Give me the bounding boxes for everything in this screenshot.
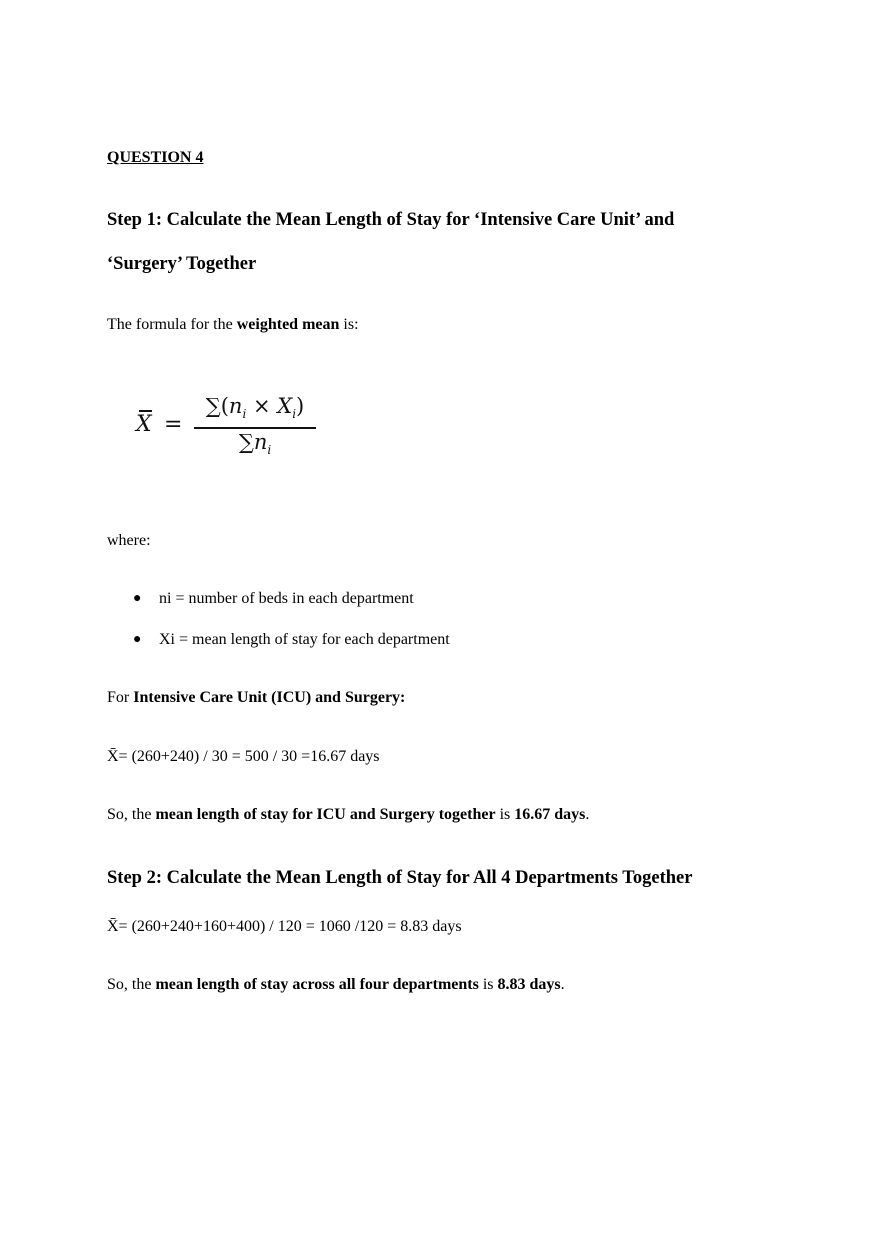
step1-calculation: X̄= (260+240) / 30 = 500 / 30 =16.67 days [107,748,380,765]
bullet-icon: ● [133,632,142,647]
intro-bold: weighted mean [236,316,340,333]
formula-lhs: X [136,412,152,437]
formula-equals: = [164,412,183,437]
bullet-icon: ● [133,591,142,606]
formula-denominator: $\sum n_i$ [238,430,272,458]
step1-heading-line2: ‘Surgery’ Together [107,254,257,274]
step2-heading: Step 2: Calculate the Mean Length of Stay for All 4 Departments Together [107,868,693,888]
question-title: QUESTION 4 [107,149,204,166]
step2-calculation: X̄= (260+240+160+400) / 120 = 1060 /120 = 8.83 days [107,918,462,935]
formula-intro [107,315,359,335]
intro-text: The formula for the [107,316,237,333]
step1-conclusion: So, the mean length of stay for ICU and Surgery together is 16.67 days. [107,806,590,823]
fraction-bar [194,427,316,429]
icu-surgery-label: For Intensive Care Unit (ICU) and Surgery: [107,689,406,706]
bullet-text: ni = number of beds in each department [159,590,414,607]
step2-conclusion: So, the mean length of stay across all four departments is 8.83 days. [107,976,565,993]
formula-numerator: $\sum(n_i \times X_i)$ [205,394,305,422]
where-label: where: [107,532,151,549]
step1-heading-line1: Step 1: Calculate the Mean Length of Stay for ‘Intensive Care Unit’ and [107,210,675,230]
bullet-text: Xi = mean length of stay for each department [159,631,450,648]
intro-post: is: [339,316,359,333]
